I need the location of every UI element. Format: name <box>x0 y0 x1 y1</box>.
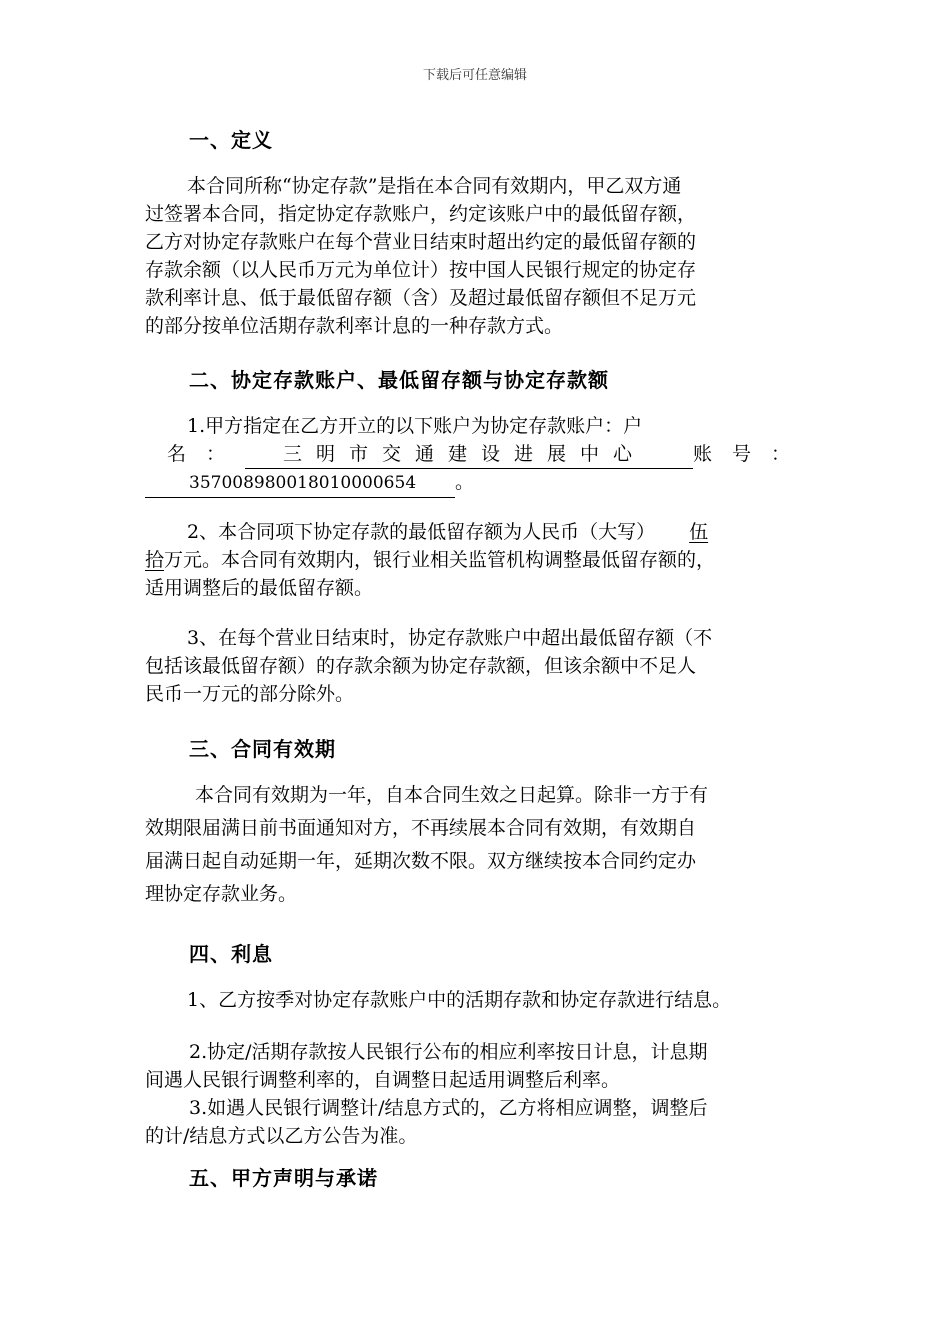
account-name-label: 名： <box>167 443 246 465</box>
paragraph-line: 本合同所称“协定存款”是指在本合同有效期内，甲乙双方通 <box>187 175 682 197</box>
paragraph-line: 款利率计息、低于最低留存额（含）及超过最低留存额但不足万元 <box>145 287 697 309</box>
paragraph-line: 的部分按单位活期存款利率计息的一种存款方式。 <box>145 315 564 337</box>
min-balance-text: 2、本合同项下协定存款的最低留存额为人民币（大写） <box>187 521 656 543</box>
paragraph-line: 适用调整后的最低留存额。 <box>145 577 374 599</box>
paragraph-line: 效期限届满日前书面通知对方，不再续展本合同有效期，有效期自 <box>145 817 697 839</box>
paragraph-line: 乙方对协定存款账户在每个营业日结束时超出约定的最低留存额的 <box>145 231 697 253</box>
paragraph-line: 1、乙方按季对协定存款账户中的活期存款和协定存款进行结息。 <box>187 989 732 1011</box>
paragraph-line: 本合同有效期为一年，自本合同生效之日起算。除非一方于有 <box>195 784 709 806</box>
section-title-declarations: 五、甲方声明与承诺 <box>189 1166 378 1190</box>
section-title-interest: 四、利息 <box>189 942 273 966</box>
account-number-end: 。 <box>455 471 475 493</box>
paragraph-line: 包括该最低留存额）的存款余额为协定存款额，但该余额中不足人 <box>145 655 697 677</box>
section-title-term: 三、合同有效期 <box>189 737 336 761</box>
paragraph-line: 届满日起自动延期一年，延期次数不限。双方继续按本合同约定办 <box>145 850 697 872</box>
section-title-account: 二、协定存款账户、最低留存额与协定存款额 <box>189 368 609 392</box>
min-balance-value-part2: 拾 <box>145 549 165 571</box>
paragraph-line: 1.甲方指定在乙方开立的以下账户为协定存款账户：户 <box>187 415 643 437</box>
account-number-row <box>145 468 474 498</box>
account-name-row <box>145 440 810 469</box>
paragraph-line: 间遇人民银行调整利率的，自调整日起适用调整后利率。 <box>145 1069 621 1091</box>
paragraph-line: 3.如遇人民银行调整计/结息方式的，乙方将相应调整，调整后 <box>189 1097 708 1119</box>
paragraph-line: 民币一万元的部分除外。 <box>145 683 355 705</box>
paragraph-line: 2.协定/活期存款按人民银行公布的相应利率按日计息，计息期 <box>189 1041 708 1063</box>
account-number-value: 35700898001801000065​4 <box>145 469 455 498</box>
account-number-label: 账号： <box>692 443 810 465</box>
min-balance-line <box>187 518 708 546</box>
page-header: 下载后可任意编辑 <box>422 68 527 83</box>
min-balance-value-part1: 伍 <box>689 521 709 543</box>
min-balance-text: 万元。本合同有效期内，银行业相关监管机构调整最低留存额的， <box>164 549 716 571</box>
paragraph-line: 过签署本合同，指定协定存款账户，约定该账户中的最低留存额， <box>145 203 697 225</box>
account-name-value: 三明市交通建设进展中心 <box>245 440 693 469</box>
min-balance-line <box>145 546 715 574</box>
paragraph-line: 存款余额（以人民币万元为单位计）按中国人民银行规定的协定存 <box>145 259 697 281</box>
paragraph-line: 的计/结息方式以乙方公告为准。 <box>145 1125 418 1147</box>
section-title-definition: 一、定义 <box>189 128 273 152</box>
paragraph-line: 理协定存款业务。 <box>145 883 298 905</box>
paragraph-line: 3、在每个营业日结束时，协定存款账户中超出最低留存额（不 <box>187 627 713 649</box>
